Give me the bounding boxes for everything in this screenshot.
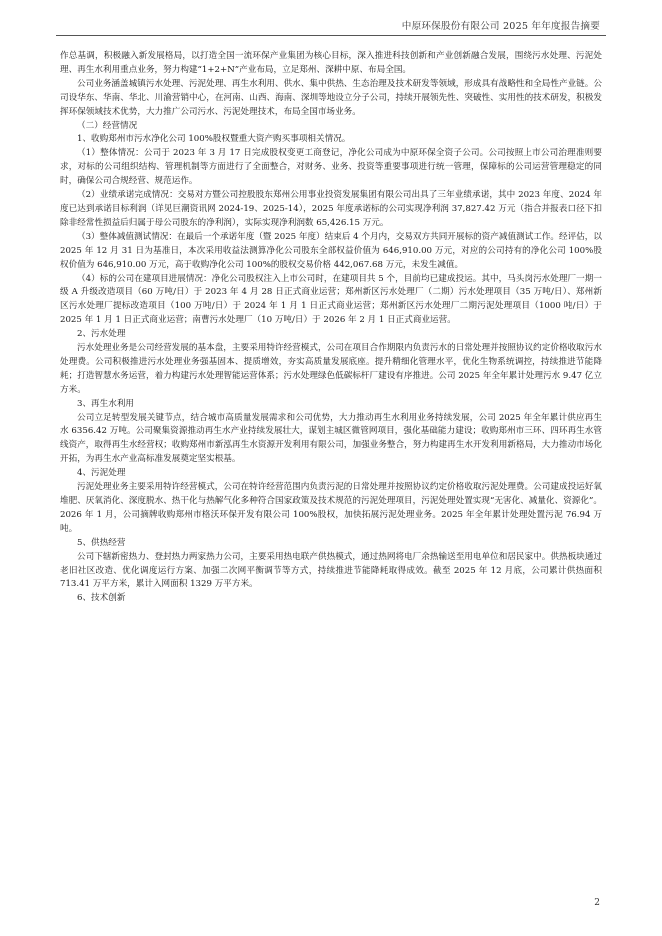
paragraph: （1）整体情况：公司于 2023 年 3 月 17 日完成股权变更工商登记，净化公司成为中原环保全资子公司。公司按照上市公司治理准则要求，对标的公司组织结构、管理机制等方面进行了全面整合，对财务、业务、投资等重要事项进行统一管理，保障标的公司运营管理稳定的同时，确保公司合规经营、规范运作。	[60, 148, 602, 187]
page-number: 2	[594, 898, 600, 908]
subsection-heading: 4、污泥处理	[77, 468, 126, 479]
section-heading: （二）经营情况	[77, 120, 138, 131]
paragraph: （4）标的公司在建项目进展情况：净化公司股权注入上市公司时，在建项目共 5 个，目前均已建成投运。其中，马头岗污水处理厂一期一级 A 升级改造项目（60 万吨/日）于 2023 年 4 月 28 日正式商业运营；郑州新区污水处理厂（二期）污水处理项目（35 万吨/日）、郑州新区污水处理厂提标改造项目（100 万吨/日）于 2024 年 1 月 1 日正式商业运营；郑州新区污水处理厂二期污泥处理项目（1000 吨/日）于 2025 年 1 月 1 日正式商业运营；南曹污水处理厂（10 万吨/日）于 2026 年 2 月 1 日正式商业运营。	[60, 273, 602, 326]
paragraph: 公司立足转型发展关键节点，结合城市高质量发展需求和公司优势，大力推动再生水利用业务持续发展，公司 2025 年全年累计供应再生水 6356.42 万吨。公司聚集资源推动再生水产业持续发展壮大，谋划主城区微管网项目，强化基础能力建设；收购郑州市三环、四环再生水管线资产，取得再生水经营权；收购郑州市新泓再生水资源开发利用有限公司，加强业务整合，努力构建再生水开发利用新格局，大力推动市场化开拓，为再生水产业高标准发展奠定坚实根基。	[60, 412, 602, 465]
header-divider	[56, 35, 606, 36]
paragraph: 作总基调，积极融入新发展格局，以打造全国一流环保产业集团为核心目标，深入推进科技创新和产业创新融合发展，围绕污水处理、污泥处理、再生水利用重点业务，努力构建“1+2+N”产业布局，立足郑州、深耕中原、布局全国。	[60, 51, 602, 75]
paragraph: （3）整体减值测试情况：在最后一个承诺年度（暨 2025 年度）结束后 4 个月内，交易双方共同开展标的资产减值测试工作。经评估，以 2025 年 12 月 31 日为基准日，本次采用收益法测算净化公司股东全部权益价值为 646,910.00 万元，对应的公司持有的净化公司 100%股权价值为 646,910.00 万元，高于收购净化公司 100%的股权交易价格 442,067.68 万元，未发生减值。	[60, 231, 602, 270]
paragraph: 公司下辖新密热力、登封热力两家热力公司，主要采用热电联产供热模式，通过热网将电厂余热输送至用电单位和居民家中。供热板块通过老旧社区改造、优化调度运行方案、加强二次网平衡调节等方式，持续推进节能降耗取得成效。截至 2025 年 12 月底，公司累计供热面积 713.41 万平方米，累计入网面积 1329 万平方米。	[60, 551, 602, 590]
subsection-heading: 5、供热经营	[77, 537, 126, 548]
page-header: 中原环保股份有限公司 2025 年年度报告摘要	[401, 21, 600, 32]
subsection-heading: 6、技术创新	[77, 593, 126, 604]
subsection-heading: 1、收购郑州市污水净化公司 100%股权暨重大资产购买事项相关情况。	[77, 134, 351, 145]
paragraph: 污泥处理业务主要采用特许经营模式，公司在特许经营范围内负责污泥的日常处理并按照协议约定价格收取污泥处理费。公司建成投运好氧堆肥、厌氧消化、深度脱水、热干化与热解气化多种符合国家政策及技术规范的污泥处理项目，污泥处理处置实现“无害化、减量化、资源化”。2026 年 1 月，公司摘牌收购郑州市格沃环保开发有限公司 100%股权，加快拓展污泥处理业务。2025 年全年累计处理处置污泥 76.94 万吨。	[60, 482, 602, 534]
subsection-heading: 3、再生水利用	[77, 398, 135, 409]
paragraph: 污水处理业务是公司经营发展的基本盘，主要采用特许经营模式，公司在项目合作期限内负责污水的日常处理并按照协议约定价格收取污水处理费。公司积极推进污水处理业务强基固本、提质增效，夯实高质量发展底座。提升精细化管理水平，优化生物系统调控，持续推进节能降耗；打造智慧水务运营，着力构建污水处理智能运营体系；污水处理绿色低碳标杆厂建设有序推进。公司 2025 年全年累计处理污水 9.47 亿立方米。	[60, 343, 602, 395]
report-body	[60, 50, 602, 606]
paragraph: （2）业绩承诺完成情况：交易对方暨公司控股股东郑州公用事业投资发展集团有限公司出具了三年业绩承诺，其中 2023 年度、2024 年度已达到承诺目标利润（详见巨潮资讯网 2024-19、2025-14），2025 年度承诺标的公司实现净利润 37,827.42 万元（指合并报表口径下扣除非经常性损益后归属于母公司股东的净利润），实际实现净利润数 65,426.15 万元。	[60, 190, 602, 228]
paragraph: 公司业务涵盖城镇污水处理、污泥处理、再生水利用、供水、集中供热、生态治理及技术研发等领域，形成具有战略性和全局性产业链。公司设华东、华南、华北、川渝营销中心，在河南、山西、海南、深圳等地设立分子公司，持续开展领先性、突破性、实用性的技术研发，积极发挥环保领域技术优势，大力推广公司污水、污泥处理技术，布局全国市场业务。	[60, 78, 602, 117]
subsection-heading: 2、污水处理	[77, 329, 126, 340]
